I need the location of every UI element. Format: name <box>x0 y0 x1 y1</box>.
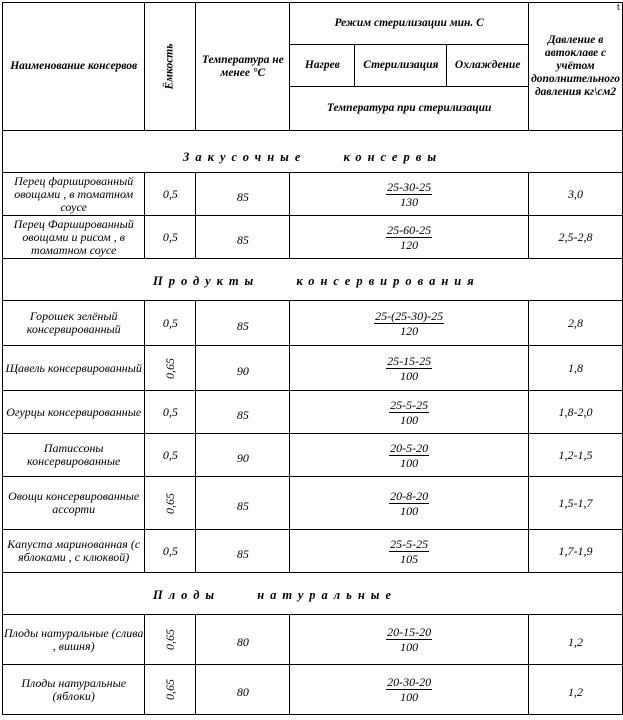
capacity-value: 0,5 <box>145 173 196 216</box>
section-title: Плоды натуральные <box>3 573 623 615</box>
temperature-value: 85 <box>196 173 290 216</box>
mode-denominator: 120 <box>400 237 419 252</box>
mode-value <box>290 216 529 259</box>
section-title: Закусочные консервы <box>3 131 623 173</box>
temperature-value: 80 <box>196 665 290 715</box>
capacity-value: 0,5 <box>145 530 196 573</box>
mode-numerator: 25-60-25 <box>387 222 432 237</box>
mode-numerator: 25-5-25 <box>390 397 429 412</box>
mode-numerator: 25-5-25 <box>390 536 429 551</box>
mode-value <box>290 665 529 715</box>
capacity-value: 0,5 <box>145 301 196 346</box>
mode-denominator: 100 <box>400 503 419 518</box>
product-name: Перец Фаршированный овощами и рисом , в томатном соусе <box>3 216 145 259</box>
mode-value <box>290 477 529 530</box>
mode-denominator: 120 <box>400 323 419 338</box>
product-name: Патиссоны консервированные <box>3 434 145 477</box>
table-row <box>3 477 623 530</box>
pressure-value: 2,8 <box>529 301 623 346</box>
capacity-value: 0,5 <box>145 391 196 434</box>
pressure-value: 1,8 <box>529 346 623 391</box>
capacity-value: 0,65 <box>162 357 177 379</box>
header-heat: Нагрев <box>290 45 355 87</box>
temperature-value: 90 <box>196 346 290 391</box>
pressure-value: 1,5-1,7 <box>529 477 623 530</box>
section-title: Продукты консервирования <box>3 259 623 301</box>
product-name: Перец фаршированный овощами , в томатном соусе <box>3 173 145 216</box>
product-name: Овощи консервированные ассорти <box>3 477 145 530</box>
mode-numerator: 20-15-20 <box>387 625 432 639</box>
mode-denominator: 100 <box>400 368 419 383</box>
corner-mark: t <box>617 2 620 13</box>
pressure-value: 3,0 <box>529 173 623 216</box>
capacity-cell <box>145 615 196 665</box>
table-row <box>3 434 623 477</box>
pressure-value: 1,2 <box>529 665 623 715</box>
capacity-value: 0,65 <box>162 492 177 514</box>
capacity-cell <box>145 346 196 391</box>
mode-numerator: 25-30-25 <box>387 179 432 194</box>
table-row <box>3 530 623 573</box>
capacity-cell <box>145 477 196 530</box>
table-row <box>3 615 623 665</box>
table-row <box>3 173 623 216</box>
table-row <box>3 346 623 391</box>
temperature-value: 85 <box>196 477 290 530</box>
capacity-value: 0,5 <box>145 216 196 259</box>
mode-numerator: 20-30-20 <box>387 675 432 689</box>
mode-numerator: 25-15-25 <box>387 353 432 368</box>
capacity-cell <box>145 665 196 715</box>
table-row <box>3 301 623 346</box>
pressure-value: 1,8-2,0 <box>529 391 623 434</box>
header-capacity <box>145 3 196 131</box>
mode-denominator: 100 <box>400 640 419 654</box>
pressure-value: 1,2 <box>529 615 623 665</box>
header-pressure: Давление в автоклаве с учётом дополнительного давления кг\см2 <box>529 3 623 131</box>
header-capacity-label: Ёмкость <box>163 43 176 90</box>
pressure-value: 1,7-1,9 <box>529 530 623 573</box>
temperature-value: 80 <box>196 615 290 665</box>
mode-value <box>290 434 529 477</box>
mode-denominator: 100 <box>400 455 419 470</box>
table-row <box>3 665 623 715</box>
mode-value <box>290 391 529 434</box>
sterilization-table <box>2 2 623 715</box>
mode-numerator: 20-5-20 <box>390 440 429 455</box>
product-name: Щавель консервированный <box>3 346 145 391</box>
header-sterilization-temp: Температура при стерилизации <box>290 87 529 131</box>
header-temperature: Температура не менее °С <box>196 3 290 131</box>
header-name: Наименование консервов <box>3 3 145 131</box>
table-row <box>3 216 623 259</box>
product-name: Огурцы консервированные <box>3 391 145 434</box>
product-name: Плоды натуральные (яблоки) <box>3 665 145 715</box>
mode-value <box>290 615 529 665</box>
mode-denominator: 100 <box>400 690 419 704</box>
capacity-value: 0,65 <box>162 679 177 700</box>
header-cooling: Охлаждение <box>447 45 529 87</box>
mode-value <box>290 346 529 391</box>
pressure-value: 1,2-1,5 <box>529 434 623 477</box>
mode-denominator: 130 <box>400 194 419 209</box>
header-sterilization: Стерилизация <box>355 45 447 87</box>
temperature-value: 85 <box>196 530 290 573</box>
product-name: Плоды натуральные (слива , вишня) <box>3 615 145 665</box>
capacity-value: 0,65 <box>162 629 177 650</box>
mode-numerator: 20-8-20 <box>390 488 429 503</box>
product-name: Горошек зелёный консервированный <box>3 301 145 346</box>
mode-value <box>290 301 529 346</box>
mode-denominator: 105 <box>400 551 419 566</box>
mode-numerator: 25-(25-30)-25 <box>375 308 444 323</box>
temperature-value: 85 <box>196 301 290 346</box>
table-row <box>3 391 623 434</box>
capacity-value: 0,5 <box>145 434 196 477</box>
product-name: Капуста маринованная (с яблоками , с клюквой) <box>3 530 145 573</box>
temperature-value: 85 <box>196 216 290 259</box>
temperature-value: 85 <box>196 391 290 434</box>
mode-value <box>290 173 529 216</box>
mode-denominator: 100 <box>400 412 419 427</box>
header-mode: Режим стерилизации мин. С <box>290 3 529 45</box>
temperature-value: 90 <box>196 434 290 477</box>
pressure-value: 2,5-2,8 <box>529 216 623 259</box>
mode-value <box>290 530 529 573</box>
